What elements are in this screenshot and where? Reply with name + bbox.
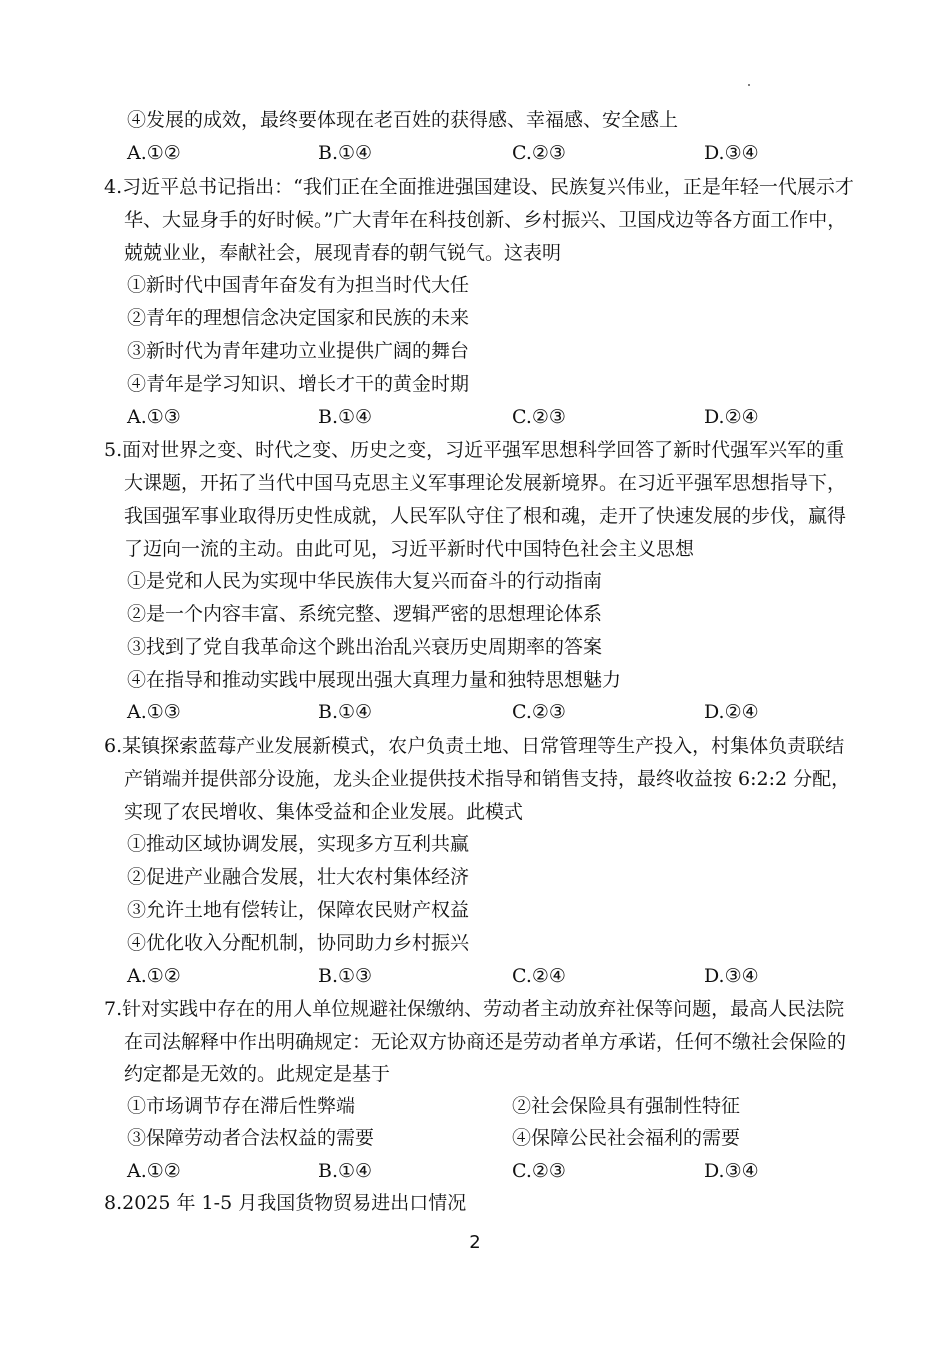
q6-choice-b: B.①③ <box>318 965 373 987</box>
q6-choice-a: A.①② <box>127 965 181 987</box>
q6-stem-line-1: 6.某镇探索蓝莓产业发展新模式，农户负责土地、日常管理等生产投入，村集体负责联结 <box>104 735 845 757</box>
q7-option-1: ①市场调节存在滞后性弊端 <box>127 1095 356 1117</box>
q6-stem-line-2: 产销端并提供部分设施，龙头企业提供技术指导和销售支持，最终收益按 6:2:2 分配， <box>124 768 851 790</box>
q7-stem-line-3: 约定都是无效的。此规定是基于 <box>124 1063 391 1085</box>
q4-stem-line-1: 4.习近平总书记指出：“我们正在全面推进强国建设、民族复兴伟业，正是年轻一代展示才 <box>104 176 854 198</box>
q6-option-2: ②促进产业融合发展，壮大农村集体经济 <box>127 866 470 888</box>
q7-choice-b: B.①④ <box>318 1160 373 1182</box>
q8-stem: 8.2025 年 1-5 月我国货物贸易进出口情况 <box>104 1192 467 1214</box>
q4-option-3: ③新时代为青年建功立业提供广阔的舞台 <box>127 340 470 362</box>
q3-choice-a: A.①② <box>127 142 181 164</box>
q4-stem-line-3: 兢兢业业，奉献社会，展现青春的朝气锐气。这表明 <box>124 242 562 264</box>
q7-option-3: ③保障劳动者合法权益的需要 <box>127 1127 375 1149</box>
q5-choice-c: C.②③ <box>512 701 566 723</box>
q7-stem-line-1: 7.针对实践中存在的用人单位规避社保缴纳、劳动者主动放弃社保等问题，最高人民法院 <box>104 998 845 1020</box>
q6-choice-d: D.③④ <box>704 965 759 987</box>
q3-choice-b: B.①④ <box>318 142 373 164</box>
q5-option-4: ④在指导和推动实践中展现出强大真理力量和独特思想魅力 <box>127 669 622 691</box>
q3-option-4: ④发展的成效，最终要体现在老百姓的获得感、幸福感、安全感上 <box>127 109 679 131</box>
q6-option-1: ①推动区域协调发展，实现多方互利共赢 <box>127 833 470 855</box>
q5-choice-a: A.①③ <box>127 701 181 723</box>
q3-choice-c: C.②③ <box>512 142 566 164</box>
q7-choice-a: A.①② <box>127 1160 181 1182</box>
q5-stem-line-4: 了迈向一流的主动。由此可见，习近平新时代中国特色社会主义思想 <box>124 538 695 560</box>
q6-stem-line-3: 实现了农民增收、集体受益和企业发展。此模式 <box>124 801 524 823</box>
q4-choice-a: A.①③ <box>127 406 181 428</box>
q6-choice-c: C.②④ <box>512 965 566 987</box>
q5-choice-d: D.②④ <box>704 701 759 723</box>
q5-option-2: ②是一个内容丰富、系统完整、逻辑严密的思想理论体系 <box>127 603 603 625</box>
q6-option-4: ④优化收入分配机制，协同助力乡村振兴 <box>127 932 470 954</box>
q3-choice-d: D.③④ <box>704 142 759 164</box>
q5-stem-line-1: 5.面对世界之变、时代之变、历史之变，习近平强军思想科学回答了新时代强军兴军的重 <box>104 439 845 461</box>
q6-option-3: ③允许土地有偿转让，保障农民财产权益 <box>127 899 470 921</box>
q4-option-2: ②青年的理想信念决定国家和民族的未来 <box>127 307 470 329</box>
q4-stem-line-2: 华、大显身手的好时候。”广大青年在科技创新、乡村振兴、卫国戍边等各方面工作中， <box>124 209 847 231</box>
q4-option-4: ④青年是学习知识、增长才干的黄金时期 <box>127 373 470 395</box>
q4-option-1: ①新时代中国青年奋发有为担当时代大任 <box>127 274 470 296</box>
q5-option-1: ①是党和人民为实现中华民族伟大复兴而奋斗的行动指南 <box>127 570 603 592</box>
q4-choice-d: D.②④ <box>704 406 759 428</box>
q7-choice-d: D.③④ <box>704 1160 759 1182</box>
q5-stem-line-2: 大课题，开拓了当代中国马克思主义军事理论发展新境界。在习近平强军思想指导下， <box>124 472 847 494</box>
q7-option-2: ②社会保险具有强制性特征 <box>512 1095 741 1117</box>
q4-choice-c: C.②③ <box>512 406 566 428</box>
q5-stem-line-3: 我国强军事业取得历史性成就，人民军队守住了根和魂，走开了快速发展的步伐，赢得 <box>124 505 847 527</box>
scan-speck <box>748 84 750 86</box>
q7-stem-line-2: 在司法解释中作出明确规定：无论双方协商还是劳动者单方承诺，任何不缴社会保险的 <box>124 1031 847 1053</box>
q4-choice-b: B.①④ <box>318 406 373 428</box>
page-number: 2 <box>469 1232 481 1253</box>
q7-option-4: ④保障公民社会福利的需要 <box>512 1127 741 1149</box>
q7-choice-c: C.②③ <box>512 1160 566 1182</box>
q5-choice-b: B.①④ <box>318 701 373 723</box>
q5-option-3: ③找到了党自我革命这个跳出治乱兴衰历史周期率的答案 <box>127 636 603 658</box>
